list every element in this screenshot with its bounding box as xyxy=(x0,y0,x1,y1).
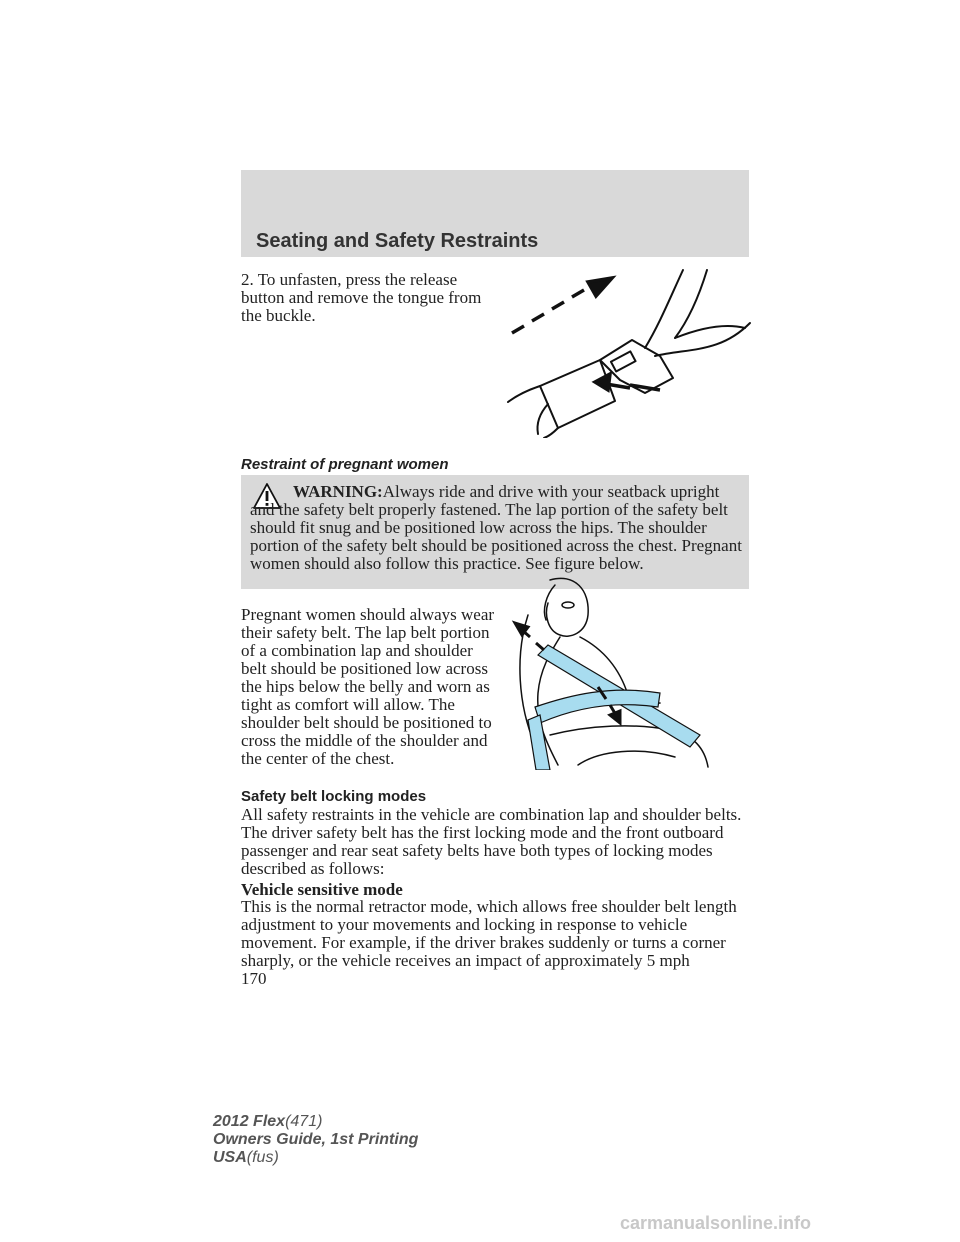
watermark: carmanualsonline.info xyxy=(620,1213,812,1233)
footer-model: 2012 Flex xyxy=(213,1113,286,1130)
section-header-band xyxy=(241,170,749,257)
footer-market-code: (fus) xyxy=(246,1149,279,1166)
pregnant-women-heading: Restraint of pregnant women xyxy=(241,456,449,473)
locking-modes-heading: Safety belt locking modes xyxy=(241,788,427,805)
page-number: 170 xyxy=(241,969,267,988)
warning-text: Always ride and drive with your seatback upright and the safety belt properly fastened. The lap portion of the safety belt should fit snug and be positioned low across the hips. The shoulder portion of the safety belt should be positioned across the chest. Pregnant women should also follow this practice. See figure below. xyxy=(250,482,742,573)
warning-label: WARNING: xyxy=(293,482,383,501)
footer-market: USA xyxy=(213,1149,247,1166)
unfasten-instruction: 2. To unfasten, press the release button and remove the tongue from the buckle. xyxy=(241,270,482,325)
vehicle-sensitive-body: This is the normal retractor mode, which allows free shoulder belt length adjustment to your movements and locking in response to vehicle movement. For example, if the driver brakes suddenly or turns a corner sharply, or the vehicle receives an impact of approximately 5 mph xyxy=(241,897,737,970)
section-title: Seating and Safety Restraints xyxy=(256,230,539,252)
warning-paragraph xyxy=(250,483,742,573)
footer-line-2: Owners Guide, 1st Printing xyxy=(213,1131,419,1148)
footer-line-3 xyxy=(213,1149,418,1167)
pregnant-seatbelt-illustration xyxy=(510,575,710,770)
buckle-release-illustration xyxy=(500,268,755,438)
vehicle-sensitive-heading: Vehicle sensitive mode xyxy=(241,880,403,899)
print-footer xyxy=(213,1113,418,1167)
warning-box xyxy=(241,475,749,589)
footer-line-1 xyxy=(213,1113,418,1131)
footer-model-code: (471) xyxy=(285,1113,323,1130)
pregnant-women-body: Pregnant women should always wear their safety belt. The lap belt portion of a combination lap and shoulder belt should be positioned low across the hips below the belly and worn as tight as comfort will allow. The shoulder belt should be positioned to cross the middle of the shoulder and the center of the chest. xyxy=(241,605,495,768)
locking-modes-body: All safety restraints in the vehicle are combination lap and shoulder belts. The driver safety belt has the first locking mode and the front outboard passenger and rear seat safety belts have both types of locking modes described as follows: xyxy=(241,805,742,878)
